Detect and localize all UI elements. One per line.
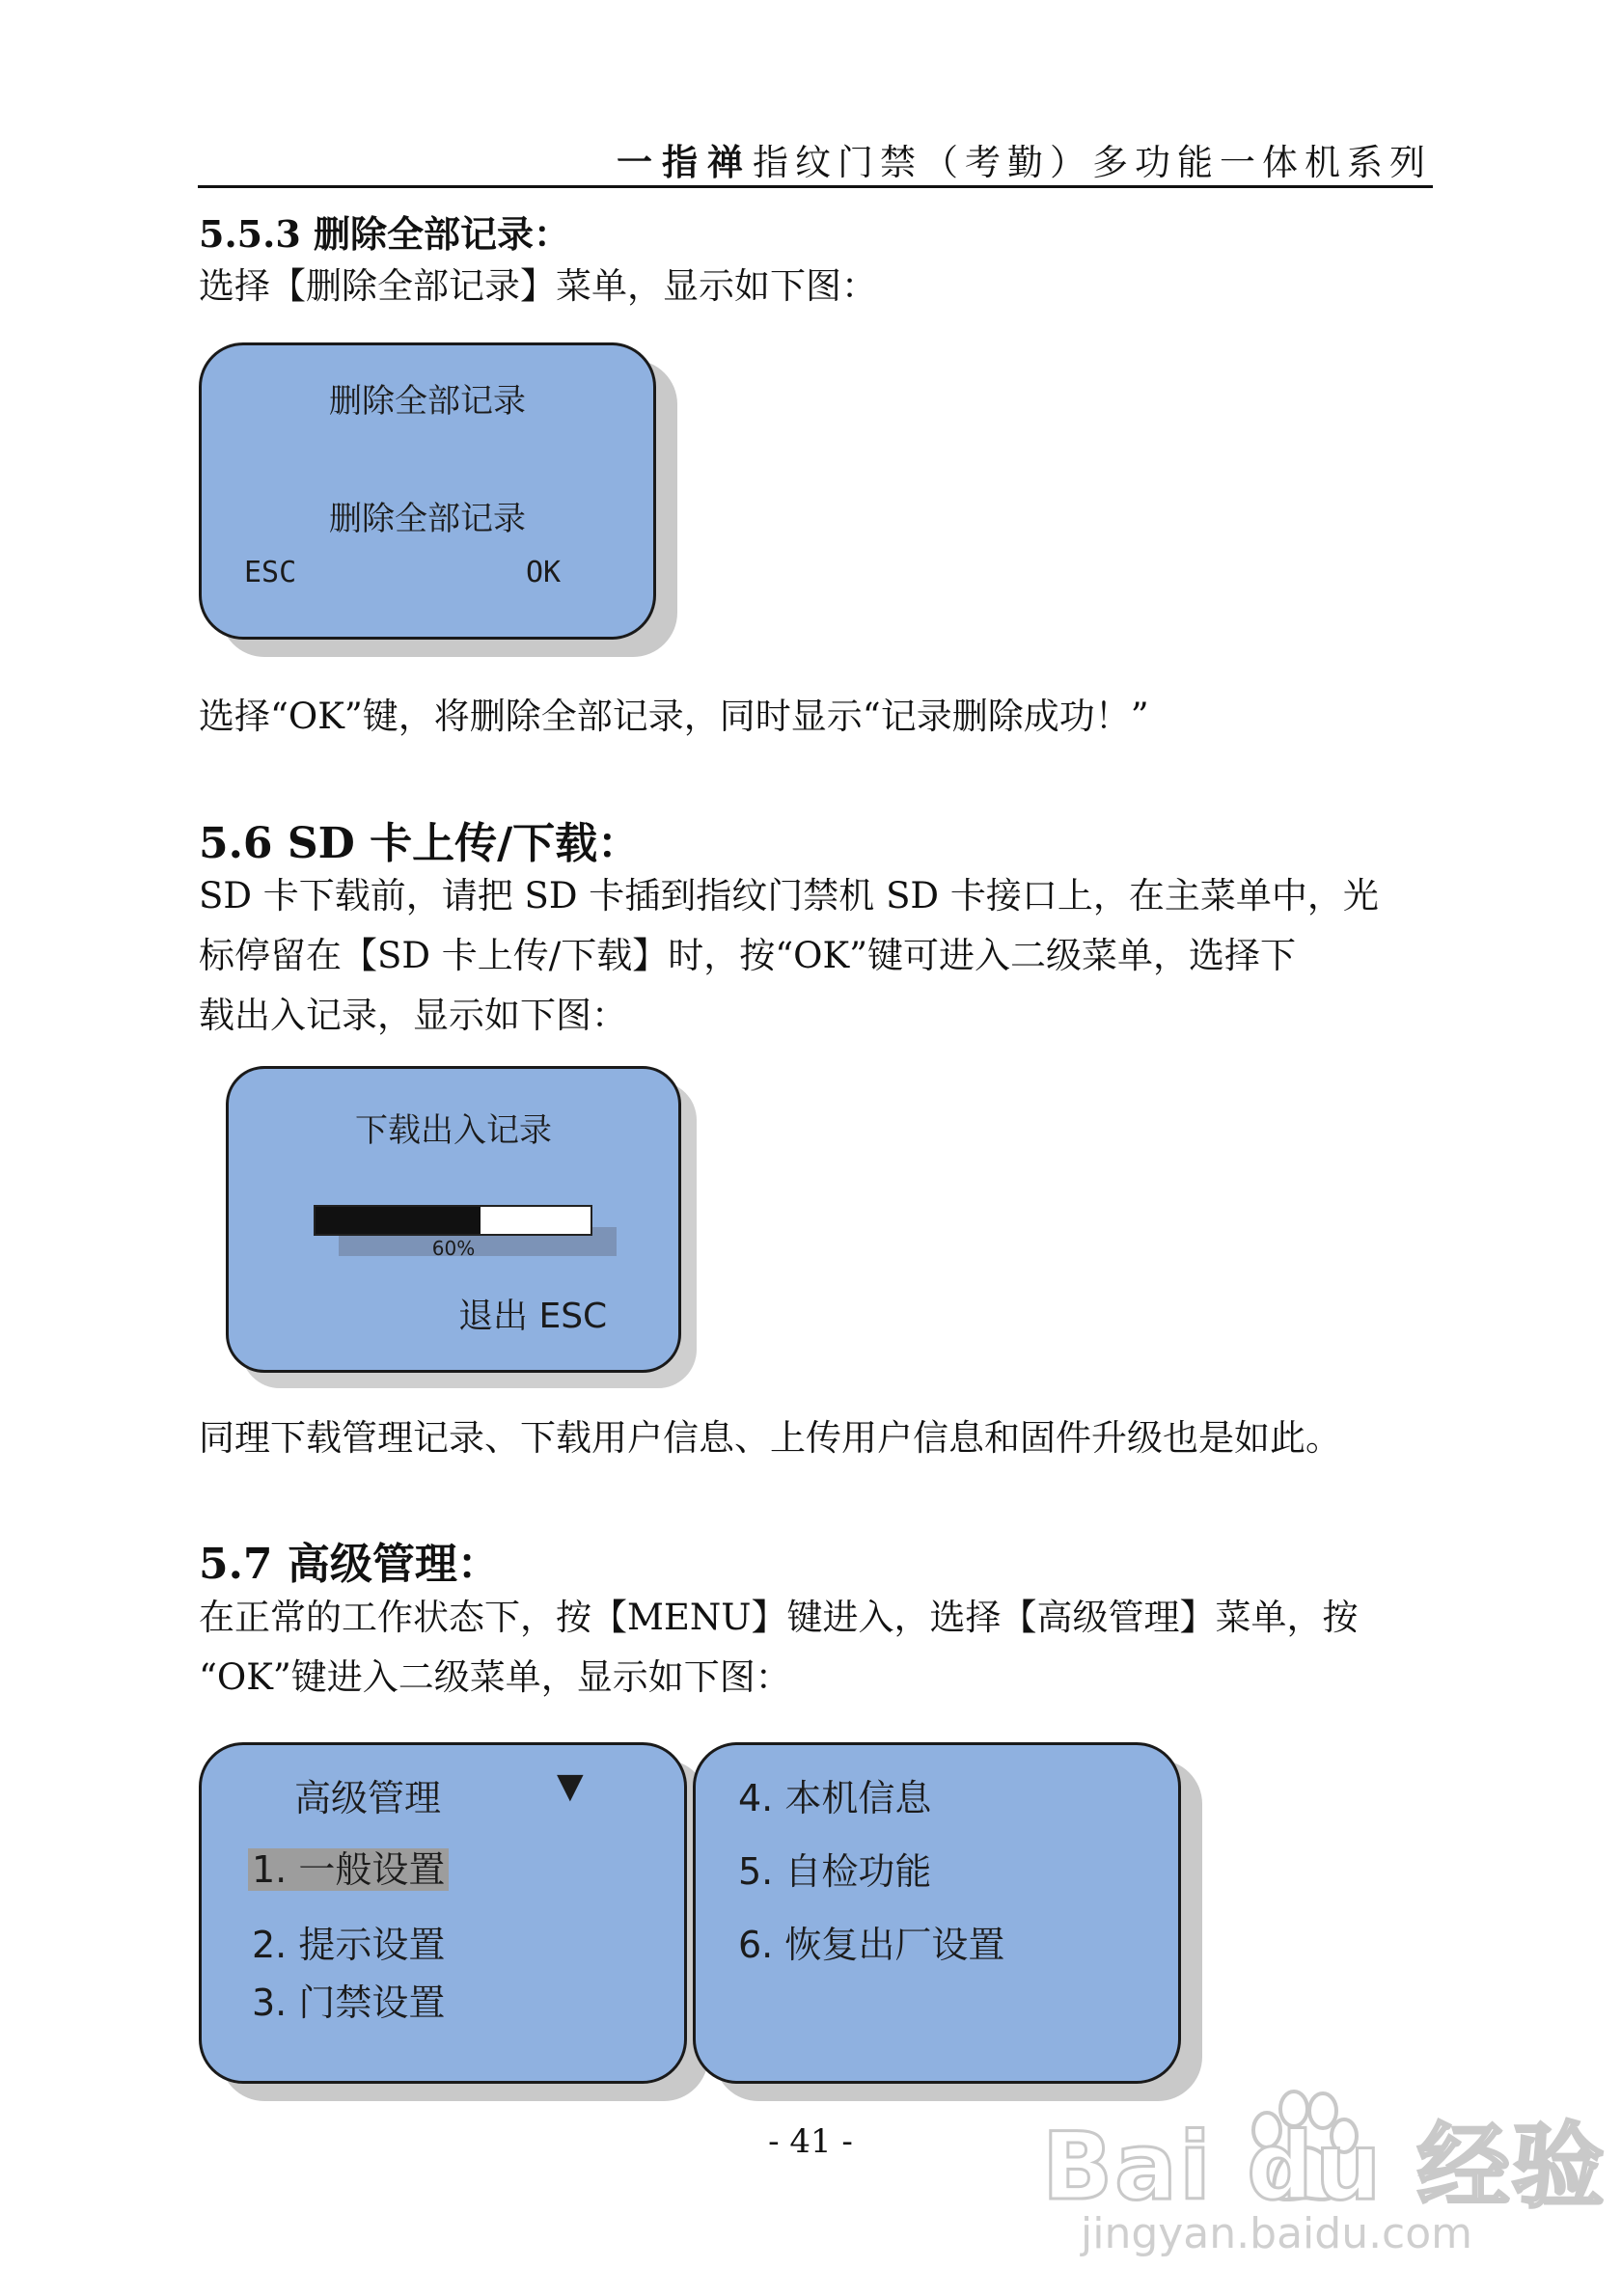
section-heading-5-7: 5.7 高级管理： xyxy=(199,1540,500,1589)
section-5-6-para-line-3: 载出入记录，显示如下图： xyxy=(199,995,627,1036)
down-arrow-icon: ▼ xyxy=(557,1766,584,1806)
menu-item: 2. 提示设置 xyxy=(252,1924,446,1966)
section-5-7-para-line-2: “OK”键进入二级菜单，显示如下图： xyxy=(199,1656,791,1698)
progress-bar-fill xyxy=(316,1207,481,1234)
menu-item-selected: 1. 一般设置 xyxy=(248,1840,449,1893)
section-5-5-3-intro: 选择【删除全部记录】菜单，显示如下图： xyxy=(199,265,877,307)
esc-softkey: ESC xyxy=(244,556,297,589)
baidu-jingyan-watermark xyxy=(1042,2084,1607,2267)
menu-title: 高级管理 xyxy=(294,1777,442,1819)
menu-item: 3. 门禁设置 xyxy=(252,1982,446,2024)
ok-softkey: OK xyxy=(526,556,562,589)
advanced-menu-screen-left xyxy=(199,1742,687,2084)
section-5-6-para-line-2: 标停留在【SD 卡上传/下载】时，按“OK”键可进入二级菜单，选择下 xyxy=(199,935,1297,976)
page-number: - 41 - xyxy=(768,2122,853,2161)
running-header xyxy=(617,133,1432,185)
menu-item: 4. 本机信息 xyxy=(738,1777,932,1819)
menu-item: 5. 自检功能 xyxy=(738,1850,932,1893)
brand-name: 一指禅 xyxy=(617,141,753,183)
header-rule xyxy=(198,185,1433,188)
sd-download-screen xyxy=(226,1066,681,1373)
progress-label: 60% xyxy=(431,1237,476,1260)
section-5-6-para-line-1: SD 卡下载前，请把 SD 卡插到指纹门禁机 SD 卡接口上，在主菜单中，光 xyxy=(199,875,1379,916)
watermark-brand: Bai du 经验 xyxy=(1042,2113,1607,2221)
advanced-menu-screen-right xyxy=(693,1742,1181,2084)
screen-title: 删除全部记录 xyxy=(329,382,526,421)
section-heading-5-6: 5.6 SD 卡上传/下载： xyxy=(199,819,641,868)
progress-bar xyxy=(314,1205,592,1236)
section-5-6-note: 同理下载管理记录、下载用户信息、上传用户信息和固件升级也是如此。 xyxy=(199,1417,1341,1459)
section-5-7-para-line-1: 在正常的工作状态下，按【MENU】键进入，选择【高级管理】菜单，按 xyxy=(199,1597,1359,1638)
screen-title: 下载出入记录 xyxy=(355,1111,552,1150)
watermark-url: jingyan.baidu.com xyxy=(1081,2209,1473,2258)
series-title: 指纹门禁（考勤）多功能一体机系列 xyxy=(753,142,1432,183)
exit-esc-softkey: 退出 ESC xyxy=(458,1297,608,1336)
delete-all-records-screen xyxy=(199,342,656,640)
section-heading-5-5-3: 5.5.3 删除全部记录： xyxy=(199,212,571,256)
screen-message: 删除全部记录 xyxy=(329,500,526,538)
menu-item: 6. 恢复出厂设置 xyxy=(738,1924,1005,1966)
section-5-5-3-note: 选择“OK”键，将删除全部记录，同时显示“记录删除成功！” xyxy=(199,696,1149,737)
